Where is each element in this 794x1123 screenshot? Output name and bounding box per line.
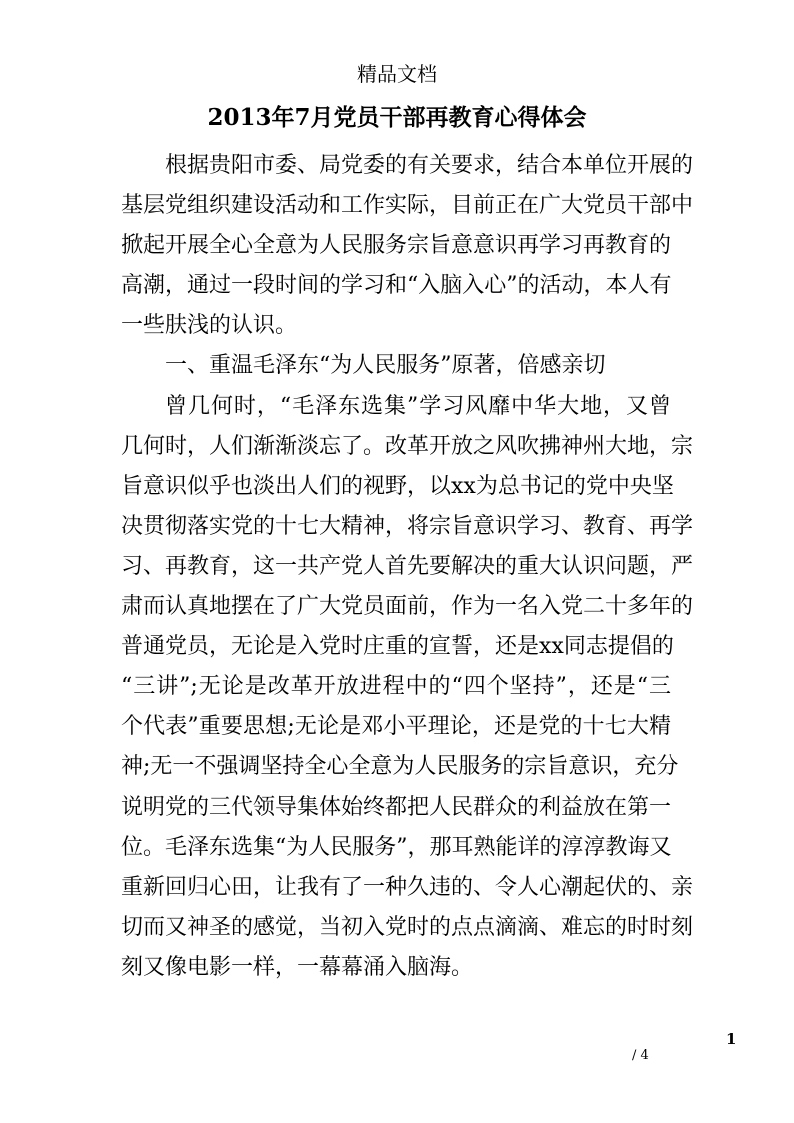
paragraph-line: 高潮，通过一段时间的学习和“入脑入心”的活动，本人有 xyxy=(121,273,672,299)
paragraph-line: 根据贵阳市委、局党委的有关要求，结合本单位开展的 xyxy=(165,153,694,178)
paragraph-line: 一些肤浅的认识。 xyxy=(121,313,298,339)
paragraph-line: 旨意识似乎也淡出人们的视野，以xx为总书记的党中央坚 xyxy=(121,473,674,499)
paragraph-line: 肃而认真地摆在了广大党员面前，作为一名入党二十多年的 xyxy=(121,594,694,620)
paragraph-line: 曾几何时，“毛泽东选集”学习风靡中华大地，又曾 xyxy=(165,393,671,419)
paragraph-line: “三讲”;无论是改革开放进程中的“四个坚持”，还是“三 xyxy=(121,674,671,700)
paragraph-line: 掀起开展全心全意为人民服务宗旨意意识再学习再教育的 xyxy=(121,233,672,259)
paragraph-line: 神;无一不强调坚持全心全意为人民服务的宗旨意识，充分 xyxy=(121,754,679,780)
section-heading: 一、重温毛泽东“为人民服务”原著，倍感亲切 xyxy=(165,353,606,379)
document-title: 2013年7月党员干部再教育心得体会 xyxy=(207,104,587,131)
paragraph-line: 个代表”重要思想;无论是邓小平理论，还是党的十七大精 xyxy=(121,714,671,740)
paragraph-line: 位。毛泽东选集“为人民服务”，那耳熟能详的淳淳教诲又 xyxy=(121,834,672,860)
paragraph-line: 习、再教育，这一共产党人首先要解决的重大认识问题，严 xyxy=(121,553,694,579)
paragraph-line: 决贯彻落实党的十七大精神，将宗旨意识学习、教育、再学 xyxy=(121,513,694,539)
paragraph-line: 普通党员，无论是入党时庄重的宣誓，还是xx同志提倡的 xyxy=(121,634,674,660)
paragraph-line: 基层党组织建设活动和工作实际，目前正在广大党员干部中 xyxy=(121,193,694,219)
document-body xyxy=(121,146,694,988)
paragraph-line: 刻又像电影一样，一幕幕涌入脑海。 xyxy=(121,954,474,980)
page-total: / 4 xyxy=(632,1048,649,1063)
document-header: 精品文档 xyxy=(357,62,437,86)
paragraph-line: 切而又神圣的感觉，当初入党时的点点滴滴、难忘的时时刻 xyxy=(121,914,694,940)
paragraph-line: 重新回归心田，让我有了一种久违的、令人心潮起伏的、亲 xyxy=(121,874,694,900)
paragraph-line: 几何时，人们渐渐淡忘了。改革开放之风吹拂神州大地，宗 xyxy=(121,433,694,459)
paragraph-line: 说明党的三代领导集体始终都把人民群众的利益放在第一 xyxy=(121,794,672,820)
page-number: 1 xyxy=(726,1030,737,1048)
